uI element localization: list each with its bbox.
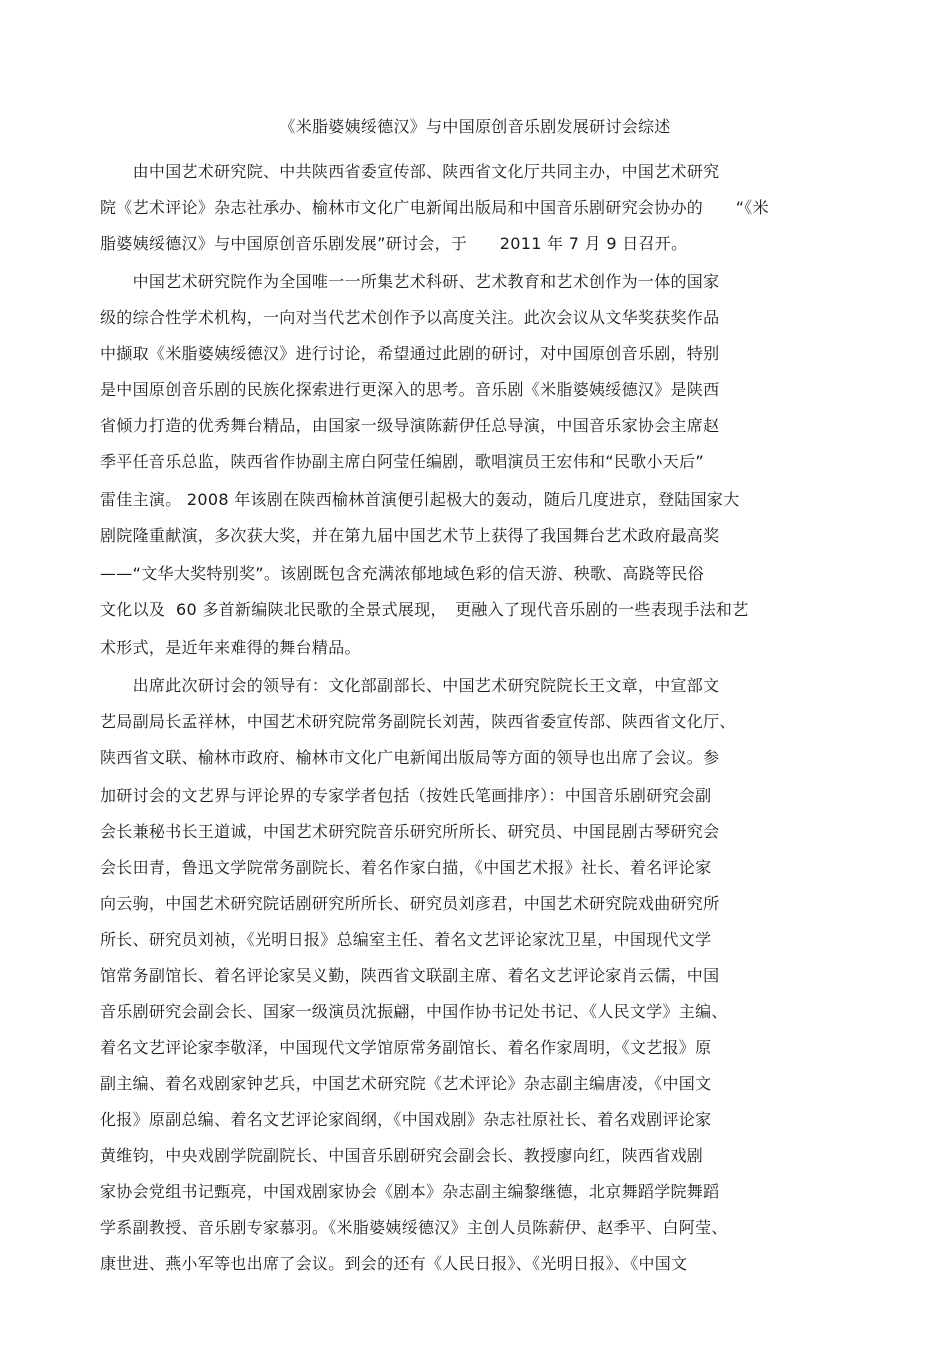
- paragraph-line: 康世进、燕小军等也出席了会议。到会的还有《人民日报》、《光明日报》、《中国文: [100, 1254, 688, 1273]
- paragraph-line: 剧院隆重献演，多次获大奖，并在第九届中国艺术节上获得了我国舞台艺术政府最高奖: [100, 526, 720, 545]
- paragraph-line: 由中国艺术研究院、中共陕西省委宣传部、陕西省文化厅共同主办，中国艺术研究: [100, 162, 720, 181]
- paragraph-line: 着名文艺评论家李敬泽，中国现代文学馆原常务副馆长、着名作家周明，《文艺报》原: [100, 1038, 712, 1057]
- paragraph-line: 艺局副局长孟祥林，中国艺术研究院常务副院长刘茜，陕西省委宣传部、陕西省文化厅、: [100, 712, 736, 731]
- paragraph-line: 雷佳主演。 2008 年该剧在陕西榆林首演便引起极大的轰动，随后几度进京，登陆国家大: [100, 490, 740, 509]
- paragraph-line: 音乐剧研究会副会长、国家一级演员沈振翩，中国作协书记处书记、《人民文学》主编、: [100, 1002, 728, 1021]
- paragraph-line: 所长、研究员刘祯，《光明日报》总编室主任、着名文艺评论家沈卫星，中国现代文学: [100, 930, 712, 949]
- paragraph-line: 副主编、着名戏剧家钟艺兵，中国艺术研究院《艺术评论》杂志副主编唐凌，《中国文: [100, 1074, 712, 1093]
- document-title: 《米脂婆姨绥德汉》与中国原创音乐剧发展研讨会综述: [279, 117, 671, 136]
- paragraph-line: 学系副教授、音乐剧专家慕羽。《米脂婆姨绥德汉》主创人员陈薪伊、赵季平、白阿莹、: [100, 1218, 728, 1237]
- paragraph-line: 是中国原创音乐剧的民族化探索进行更深入的思考。音乐剧《米脂婆姨绥德汉》是陕西: [100, 380, 720, 399]
- paragraph-line: 季平任音乐总监，陕西省作协副主席白阿莹任编剧，歌唱演员王宏伟和“民歌小天后”: [100, 452, 704, 471]
- paragraph-line: 中撷取《米脂婆姨绥德汉》进行讨论，希望通过此剧的研讨，对中国原创音乐剧，特别: [100, 344, 720, 363]
- paragraph-line: 陕西省文联、榆林市政府、榆林市文化广电新闻出版局等方面的领导也出席了会议。参: [100, 748, 720, 767]
- paragraph-line: 家协会党组书记甄亮，中国戏剧家协会《剧本》杂志副主编黎继德，北京舞蹈学院舞蹈: [100, 1182, 720, 1201]
- paragraph-line: 脂婆姨绥德汉》与中国原创音乐剧发展”研讨会，于 2011 年 7 月 9 日召开。: [100, 234, 688, 253]
- paragraph-line: 省倾力打造的优秀舞台精品，由国家一级导演陈薪伊任总导演，中国音乐家协会主席赵: [100, 416, 720, 435]
- paragraph-line: 术形式，是近年来难得的舞台精品。: [100, 638, 361, 657]
- paragraph-line: 中国艺术研究院作为全国唯一一所集艺术科研、艺术教育和艺术创作为一体的国家: [100, 272, 720, 291]
- paragraph-line: 馆常务副馆长、着名评论家吴义勤，陕西省文联副主席、着名文艺评论家肖云儒，中国: [100, 966, 720, 985]
- paragraph-line: 会长田青，鲁迅文学院常务副院长、着名作家白描，《中国艺术报》社长、着名评论家: [100, 858, 712, 877]
- paragraph-line: 级的综合性学术机构，一向对当代艺术创作予以高度关注。此次会议从文华奖获奖作品: [100, 308, 720, 327]
- paragraph-line: 文化以及 60 多首新编陕北民歌的全景式展现， 更融入了现代音乐剧的一些表现手法和艺: [100, 600, 749, 619]
- paragraph-line: 黄维钧，中央戏剧学院副院长、中国音乐剧研究会副会长、教授廖向红，陕西省戏剧: [100, 1146, 704, 1165]
- paragraph-line: 加研讨会的文艺界与评论界的专家学者包括（按姓氏笔画排序）：中国音乐剧研究会副: [100, 786, 712, 805]
- paragraph-line: 会长兼秘书长王道诚，中国艺术研究院音乐研究所所长、研究员、中国昆剧古琴研究会: [100, 822, 720, 841]
- paragraph-line: 出席此次研讨会的领导有：文化部副部长、中国艺术研究院院长王文章，中宣部文: [100, 676, 720, 695]
- paragraph-line: 化报》原副总编、着名文艺评论家阎纲，《中国戏剧》杂志社原社长、着名戏剧评论家: [100, 1110, 712, 1129]
- paragraph-line: 院《艺术评论》杂志社承办、榆林市文化广电新闻出版局和中国音乐剧研究会协办的 “《米: [100, 198, 769, 217]
- paragraph-line: 向云驹，中国艺术研究院话剧研究所所长、研究员刘彦君，中国艺术研究院戏曲研究所: [100, 894, 720, 913]
- paragraph-line: ——“文华大奖特别奖”。该剧既包含充满浓郁地域色彩的信天游、秧歌、高跷等民俗: [100, 564, 704, 583]
